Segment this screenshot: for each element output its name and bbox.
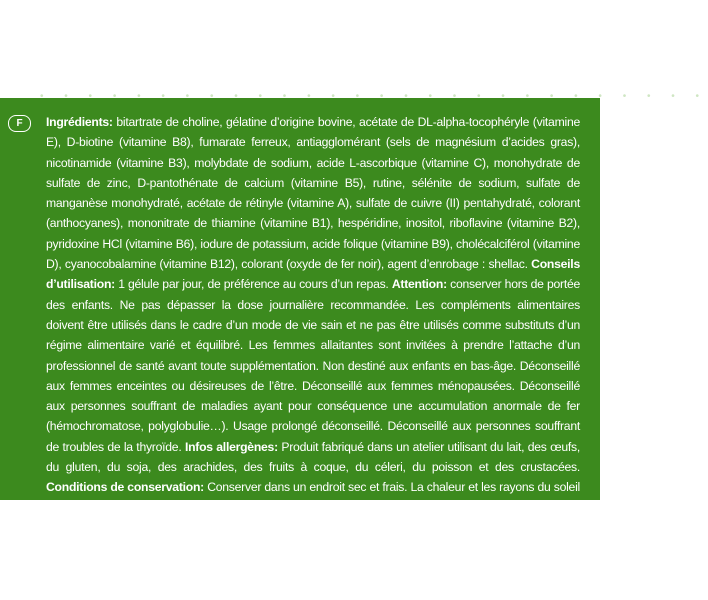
usage-text: 1 gélule par jour, de préférence au cours d’un repas. <box>118 277 389 292</box>
production-date-text: voir emballage (JJ/MM/AAAA). <box>339 500 499 515</box>
language-badge: F <box>8 115 31 132</box>
usage-label: Conseils d’utilisation: <box>46 257 580 292</box>
warning-label: Attention: <box>391 277 447 292</box>
allergens-text: Produit fabriqué dans un atelier utilisant du lait, des œufs, du gluten, du soja, des arachides, des fruits à coque, du céleri, du poisson et des crustacées. <box>46 439 580 475</box>
label-text <box>46 112 580 538</box>
warning-text: conserver hors de portée des enfants. Ne pas dépasser la dose journalière recommandée. Les compléments alimentaires doivent être utilisés dans le cadre d’un mode de vie sain et ne pas être utilisés comme substituts d’un régime alimentaire varié et équilibré. Les femmes allaitantes sont invitées à prendre l’attache d’un professionnel de santé avant toute supplémentation. Non destiné aux enfants en bas-âge. Déconseillé aux femmes enceintes ou désireuses de l’être. Déconseillé aux femmes ménopausées. Déconseillé aux personnes souffrant de maladies ayant pour conséquence une accumulation anormale de fer (hémochromatose, polyglobulie…). Usage prolongé déconseillé. Déconseillé aux personnes souffrant de troubles de la thyroïde. <box>46 277 581 454</box>
storage-label: Conditions de conservation: <box>46 480 204 495</box>
ingredients-label: Ingrédients: <box>46 115 113 129</box>
storage-text: Conserver dans un endroit sec et frais. La chaleur et les rayons du soleil risquent d’endommager le flacon. <box>46 480 581 515</box>
best-before-label: A consommer de préférence avant fin: <box>46 500 580 535</box>
ingredients-text: bitartrate de choline, gélatine d’origine bovine, acétate de DL-alpha-tocophéryle (vitamine E), D-biotine (vitamine B8), fumarate ferreux, antiagglomérant (sels de magnésium d’acides gras), nicotinamide (vitamine B3), molybdate de sodium, acide L-ascorbique (vitamine C), monohydrate de sulfate de zinc, D-pantothénate de calcium (vitamine B5), rutine, sélénite de sodium, sulfate de manganèse monohydraté, acétate de rétinyle (vitamine A), sulfate de cuivre (II) pentahydraté, colorant (anthocyanes), mononitrate de thiamine (vitamine B1), hespéridine, inositol, riboflavine (vitamine B2), pyridoxine HCl (vitamine B6), iodure de potassium, acide folique (vitamine B9), cholécalciférol (vitamine D), cyanocobalamine (vitamine B12), colorant (oxyde de fer noir), agent d’enrobage : shellac. <box>46 115 580 272</box>
production-date-label: Date de production : <box>221 500 336 515</box>
lot-number-text: voir emballage. <box>416 520 496 535</box>
lot-number-label: Numéro de lot : <box>327 520 414 535</box>
best-before-text: voir emballage (MM/AAAA). <box>180 520 325 535</box>
cropped-text-fragment: • • • • • • • • • • • • • • • • • • • • • • • • • • • • <box>40 91 708 102</box>
allergens-label: Infos allergènes: <box>184 439 278 454</box>
label-panel <box>0 91 708 535</box>
